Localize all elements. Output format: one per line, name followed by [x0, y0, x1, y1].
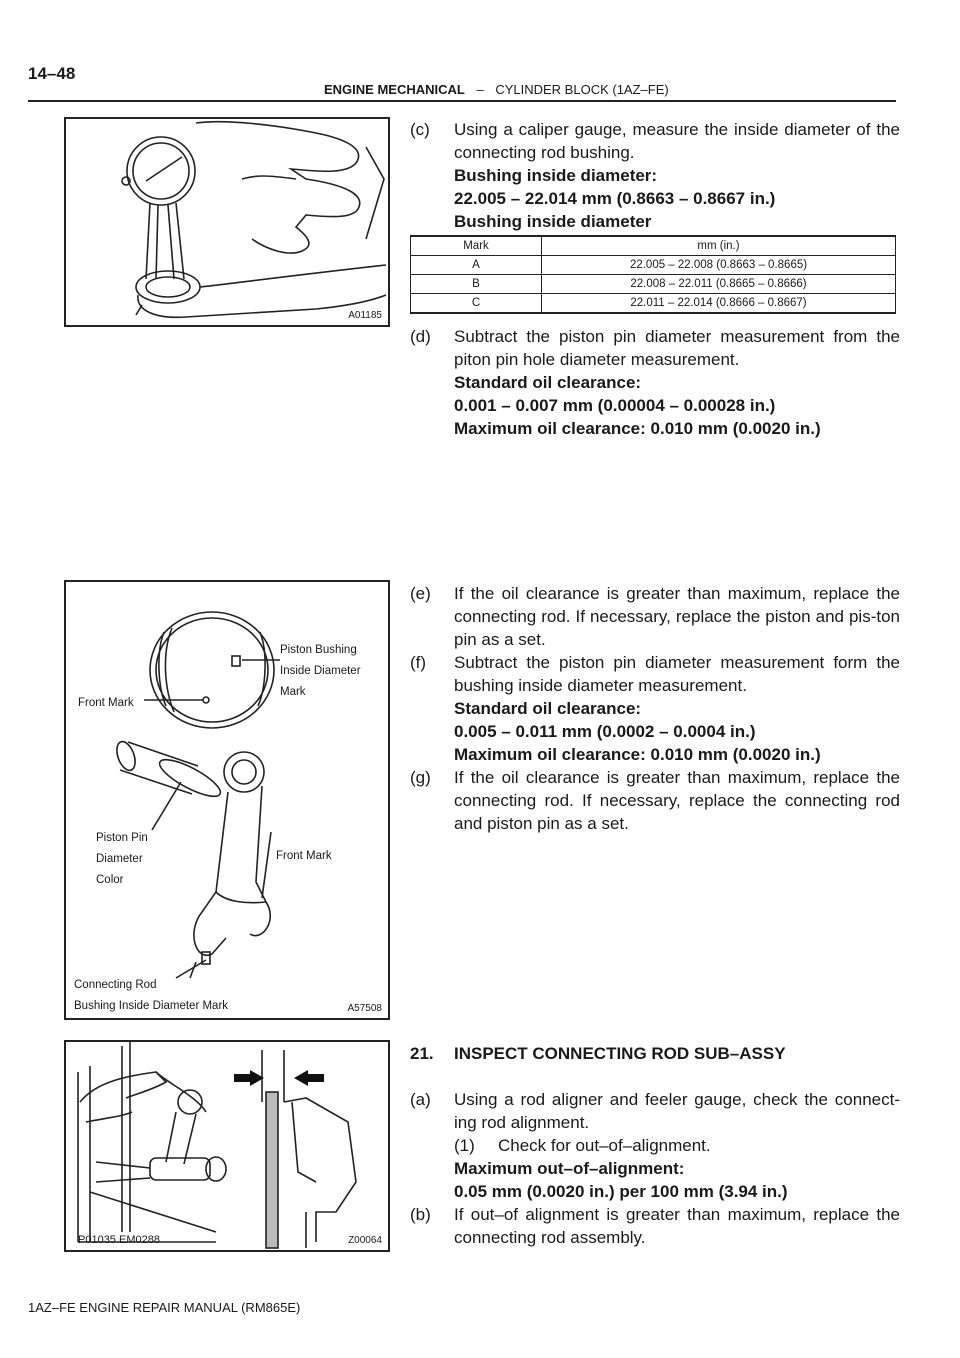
page-number: 14–48 — [28, 64, 76, 83]
step-21a-spec-value: 0.05 mm (0.0020 in.) per 100 mm (3.94 in.) — [454, 1182, 788, 1201]
step-21a1-text: Check for out–of–alignment. — [498, 1136, 711, 1155]
table-header-value: mm (in.) — [542, 236, 896, 256]
step-21a-spec-title: Maximum out–of–alignment: — [454, 1159, 685, 1178]
step-g — [410, 766, 900, 835]
step-21b-label: (b) — [410, 1205, 431, 1224]
figure-code: A01185 — [348, 310, 382, 321]
step-d — [410, 325, 900, 440]
step-c — [410, 118, 900, 233]
step-c-label: (c) — [410, 120, 430, 139]
step-f-spec-value: 0.005 – 0.011 mm (0.0002 – 0.0004 in.) — [454, 722, 756, 741]
footer: 1AZ–FE ENGINE REPAIR MANUAL (RM865E) — [28, 1300, 301, 1315]
step-d-spec-title: Standard oil clearance: — [454, 373, 642, 392]
rod-aligner-illustration — [66, 1042, 388, 1250]
running-header — [324, 82, 669, 97]
label-front-mark-rod: Front Mark — [276, 850, 332, 862]
label-front-mark-piston: Front Mark — [78, 697, 134, 709]
step-21b — [410, 1203, 900, 1249]
step-21a1-label: (1) — [454, 1136, 475, 1155]
bushing-diameter-table — [410, 235, 896, 314]
step-f — [410, 651, 900, 766]
figure-piston-rod-marks — [64, 580, 390, 1020]
step-e — [410, 582, 900, 651]
table-row: C 22.011 – 22.014 (0.8666 – 0.8667) — [411, 294, 896, 314]
header-rule — [28, 100, 896, 102]
step-21b-text: If out–of alignment is greater than maximum, replace the connecting rod assembly. — [454, 1205, 900, 1247]
header-separator: – — [476, 82, 484, 97]
step-d-spec-value: 0.001 – 0.007 mm (0.00004 – 0.00028 in.) — [454, 396, 776, 415]
label-bushing-mark: Piston Bushing Inside Diameter Mark — [280, 644, 361, 698]
step-21a-label: (a) — [410, 1090, 431, 1109]
step-c-table-title: Bushing inside diameter — [454, 212, 652, 231]
step-f-text: Subtract the piston pin diameter measurement form the bushing inside diameter measurement. — [454, 653, 900, 695]
step-e-text: If the oil clearance is greater than maximum, replace the connecting rod. If necessary, replace the piston and pis-ton pin as a set. — [454, 584, 900, 649]
step-21a — [410, 1088, 900, 1203]
step-c-text: Using a caliper gauge, measure the inside diameter of the connecting rod bushing. — [454, 120, 900, 162]
step-c-spec-title: Bushing inside diameter: — [454, 166, 658, 185]
figure-rod-aligner — [64, 1040, 390, 1252]
caliper-gauge-illustration — [66, 119, 388, 325]
table-header-mark: Mark — [411, 236, 542, 256]
figure-caliper-gauge — [64, 117, 390, 327]
figure-code: A57508 — [347, 1003, 382, 1014]
step-21a-text: Using a rod aligner and feeler gauge, check the connect-ing rod alignment. — [454, 1090, 900, 1132]
step-g-label: (g) — [410, 768, 431, 787]
step-d-spec-max: Maximum oil clearance: 0.010 mm (0.0020 in.) — [454, 419, 821, 438]
step-d-label: (d) — [410, 327, 431, 346]
header-subsection: CYLINDER BLOCK (1AZ–FE) — [495, 82, 669, 97]
table-row: B 22.008 – 22.011 (0.8665 – 0.8666) — [411, 275, 896, 294]
step-e-label: (e) — [410, 584, 431, 603]
section-21-heading — [410, 1042, 900, 1065]
label-pin-color: Piston Pin Diameter Color — [96, 832, 148, 886]
step-d-text: Subtract the piston pin diameter measurement from the piton pin hole diameter measurement. — [454, 327, 900, 369]
step-g-text: If the oil clearance is greater than maximum, replace the connecting rod. If necessary, replace the connecting rod and piston pin as a set. — [454, 768, 900, 833]
section-21-title: INSPECT CONNECTING ROD SUB–ASSY — [454, 1044, 786, 1063]
figure-left-codes: P01035 EM0288 — [78, 1234, 160, 1246]
step-f-label: (f) — [410, 653, 427, 672]
label-rod-bushing: Connecting Rod Bushing Inside Diameter Mark — [74, 979, 229, 1012]
step-f-spec-max: Maximum oil clearance: 0.010 mm (0.0020 in.) — [454, 745, 821, 764]
figure-code: Z00064 — [348, 1235, 382, 1246]
table-row: A 22.005 – 22.008 (0.8663 – 0.8665) — [411, 256, 896, 275]
section-21-number: 21. — [410, 1044, 434, 1063]
step-f-spec-title: Standard oil clearance: — [454, 699, 642, 718]
header-section: ENGINE MECHANICAL — [324, 82, 465, 97]
step-c-spec-value: 22.005 – 22.014 mm (0.8663 – 0.8667 in.) — [454, 189, 776, 208]
step-21a1 — [454, 1134, 900, 1157]
